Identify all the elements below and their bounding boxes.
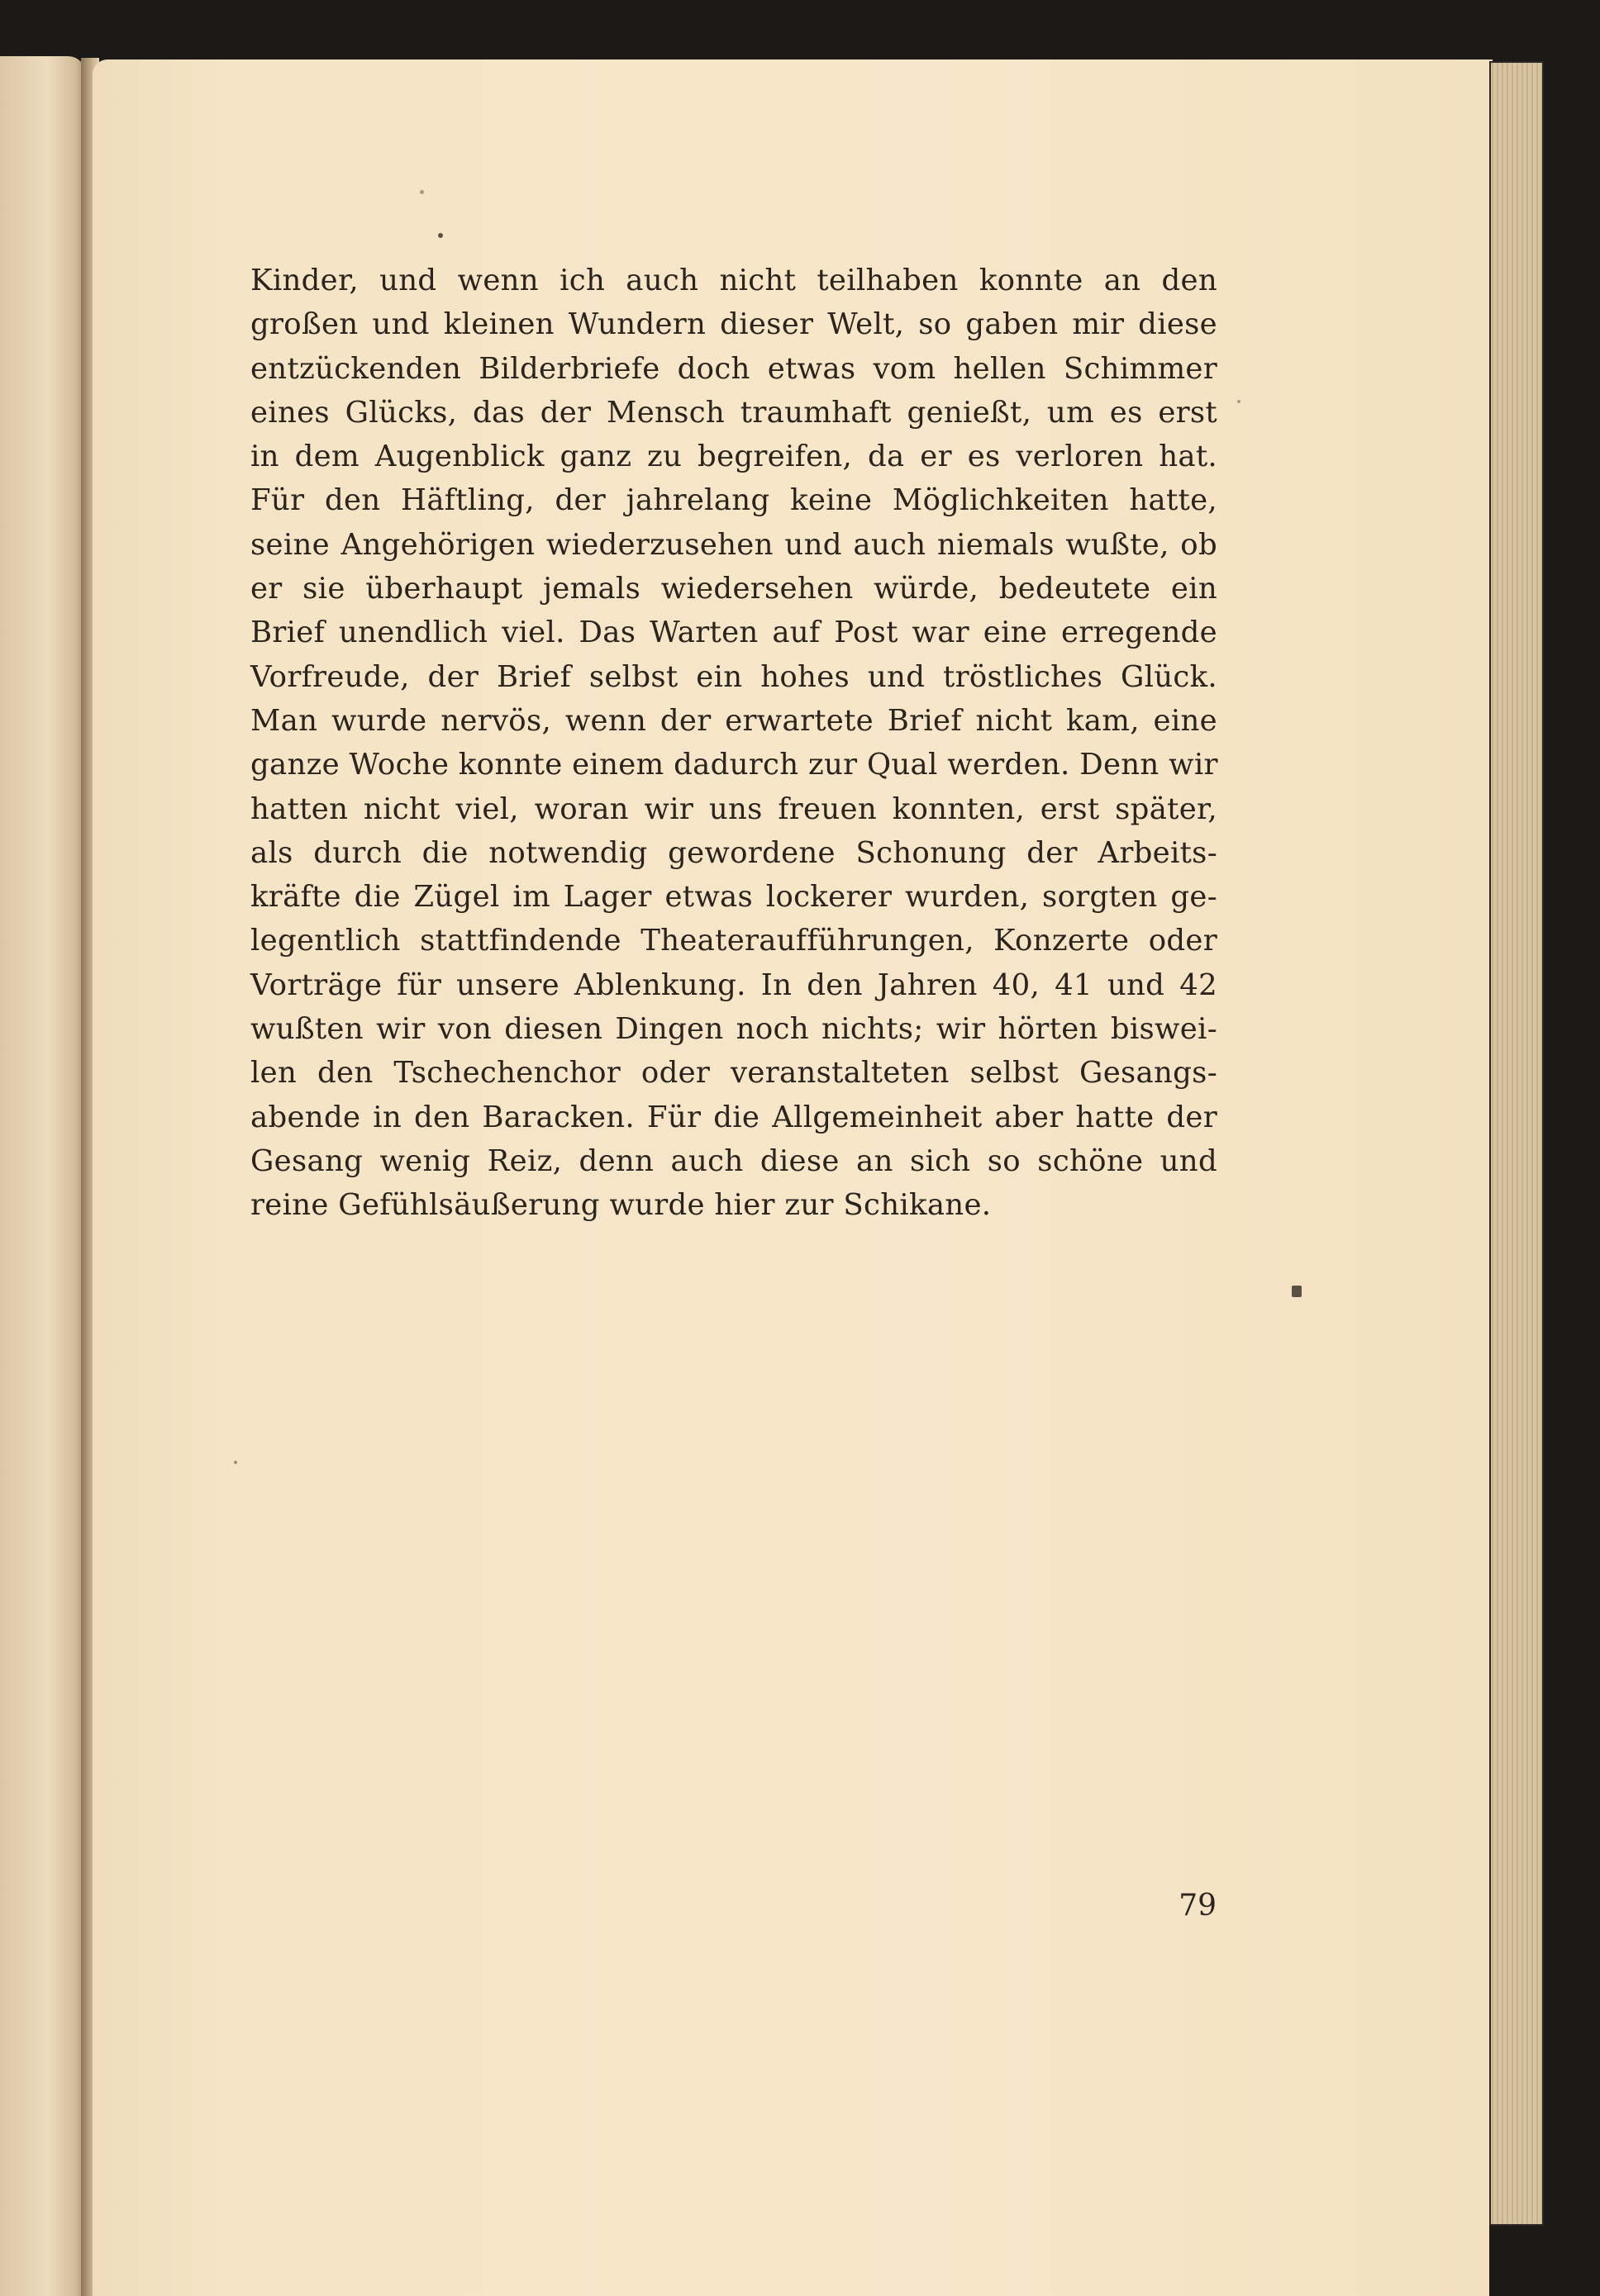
text-line: hatten nicht viel, woran wir uns freuen konnten, erst später, <box>250 791 1217 826</box>
scan-background-top <box>0 0 1600 58</box>
text-line: Man wurde nervös, wenn der erwartete Brief nicht kam, eine <box>250 703 1217 738</box>
text-line: in dem Augenblick ganz zu begreifen, da er es verloren hat. <box>250 440 1217 474</box>
paper-speck <box>438 233 443 238</box>
text-line: wußten wir von diesen Dingen noch nichts; wir hörten biswei- <box>250 1012 1217 1047</box>
paper-speck <box>1237 400 1240 403</box>
text-line: Brief unendlich viel. Das Warten auf Post war eine erregende <box>250 616 1217 650</box>
text-line: als durch die notwendig gewordene Schonung der Arbeits- <box>250 835 1217 870</box>
page-stack-edges <box>1489 61 1544 2226</box>
left-page-edge <box>0 56 86 2296</box>
text-line: Für den Häftling, der jahrelang keine Möglichkeiten hatte, <box>250 483 1217 518</box>
body-text <box>250 259 1217 1228</box>
text-line: eines Glücks, das der Mensch traumhaft genießt, um es erst <box>250 395 1217 430</box>
text-line: Vorfreude, der Brief selbst ein hohes und tröstliches Glück. <box>250 659 1217 694</box>
text-line: reine Gefühlsäußerung wurde hier zur Schikane. <box>250 1188 992 1223</box>
text-line: kräfte die Zügel im Lager etwas lockerer wurden, sorgten ge- <box>250 880 1217 915</box>
text-line: er sie überhaupt jemals wiedersehen würde, bedeutete ein <box>250 572 1217 606</box>
text-line: ganze Woche konnte einem dadurch zur Qual werden. Denn wir <box>250 748 1218 782</box>
text-line: Kinder, und wenn ich auch nicht teilhaben konnte an den <box>250 264 1217 297</box>
text-line: abende in den Baracken. Für die Allgemeinheit aber hatte der <box>250 1100 1217 1134</box>
paper-speck <box>234 1461 237 1464</box>
scan-background-right <box>1544 0 1600 2296</box>
text-line: len den Tschechenchor oder veranstalteten selbst Gesangs- <box>250 1056 1217 1091</box>
text-line: entzückenden Bilderbriefe doch etwas vom hellen Schimmer <box>250 351 1217 386</box>
text-line: großen und kleinen Wundern dieser Welt, so gaben mir diese <box>250 307 1217 342</box>
paper-speck <box>420 190 424 194</box>
text-line: seine Angehörigen wiederzusehen und auch niemals wußte, ob <box>250 527 1217 562</box>
paper-speck <box>1292 1286 1302 1297</box>
text-line: legentlich stattfindende Theateraufführungen, Konzerte oder <box>250 924 1217 958</box>
page-number: 79 <box>1179 1889 1217 1923</box>
text-line: Vorträge für unsere Ablenkung. In den Jahren 40, 41 und 42 <box>250 967 1217 1002</box>
scan-background-corner <box>1489 2226 1547 2296</box>
text-line: Gesang wenig Reiz, denn auch diese an sich so schöne und <box>250 1143 1217 1178</box>
